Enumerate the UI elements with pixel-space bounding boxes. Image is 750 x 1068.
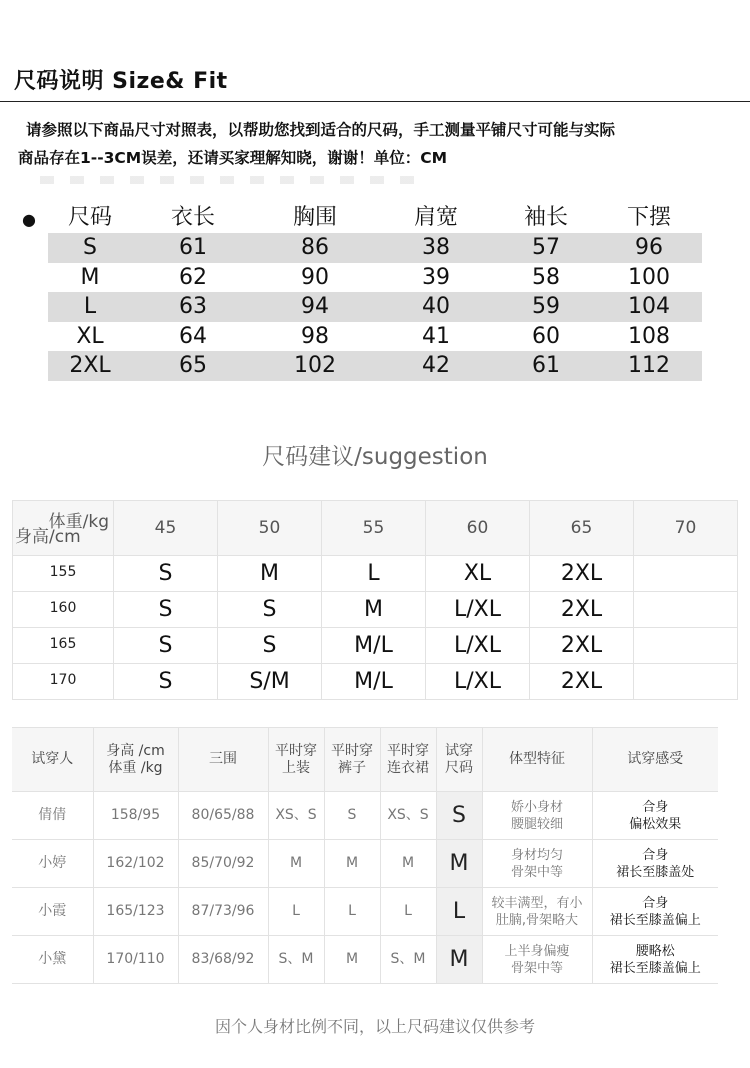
suggested-size: S xyxy=(114,592,218,628)
faded-text-strip xyxy=(40,176,420,184)
size-cell: 2XL xyxy=(48,351,132,381)
suggested-size: 2XL xyxy=(530,664,634,700)
measurements: 83/68/92 xyxy=(178,936,268,984)
suggested-size: M/L xyxy=(322,664,426,700)
fit-header-trial-size: 试穿 尺码 xyxy=(436,728,482,792)
measurements: 87/73/96 xyxy=(178,888,268,936)
fit-header-usual-top: 平时穿 上装 xyxy=(268,728,324,792)
size-chart-row xyxy=(48,263,702,293)
suggested-size xyxy=(634,664,738,700)
size-cell: 41 xyxy=(422,323,450,349)
suggested-size: M/L xyxy=(322,628,426,664)
size-cell: M xyxy=(80,264,100,290)
size-cell: S xyxy=(48,233,132,263)
measurements: 85/70/92 xyxy=(178,840,268,888)
tester-name: 倩倩 xyxy=(12,792,93,840)
suggestion-row xyxy=(13,556,738,592)
size-cell: 61 xyxy=(496,351,596,381)
trial-size: M xyxy=(436,840,482,888)
height-weight: 165/123 xyxy=(93,888,178,936)
usual-pants-size: M xyxy=(324,936,380,984)
body-type: 上半身偏瘦 骨架中等 xyxy=(482,936,592,984)
page-title: 尺码说明 Size& Fit xyxy=(14,69,228,94)
fit-row xyxy=(12,888,718,936)
suggested-size xyxy=(634,628,738,664)
suggested-size: L xyxy=(322,556,426,592)
usual-dress-size: L xyxy=(380,888,436,936)
size-cell: 112 xyxy=(596,351,702,381)
suggested-size: S xyxy=(114,628,218,664)
size-cell: 58 xyxy=(532,264,560,290)
size-cell: 90 xyxy=(301,264,329,290)
size-cell: 61 xyxy=(132,233,254,263)
size-cell: 100 xyxy=(628,264,670,290)
fit-row xyxy=(12,792,718,840)
suggestion-table xyxy=(12,500,738,700)
height-weight: 158/95 xyxy=(93,792,178,840)
suggested-size: S xyxy=(218,628,322,664)
size-cell: 86 xyxy=(254,233,376,263)
size-chart-row xyxy=(48,292,702,322)
footer-disclaimer: 因个人身材比例不同，以上尺码建议仅供参考 xyxy=(214,1017,535,1036)
body-type: 娇小身材 腰腿较细 xyxy=(482,792,592,840)
suggested-size: S xyxy=(114,664,218,700)
suggested-size: S/M xyxy=(218,664,322,700)
weight-header: 65 xyxy=(530,501,634,556)
tester-name: 小霞 xyxy=(12,888,93,936)
suggestion-header-row xyxy=(13,501,738,556)
tester-name: 小黛 xyxy=(12,936,93,984)
size-cell: 108 xyxy=(628,323,670,349)
body-type: 较丰满型，有小 肚腩,骨架略大 xyxy=(482,888,592,936)
size-chart-row xyxy=(48,233,702,263)
fit-feeling: 合身 偏松效果 xyxy=(592,792,718,840)
fit-feeling: 合身 裙长至膝盖处 xyxy=(592,840,718,888)
size-chart-header: 尺码 xyxy=(67,204,112,230)
height-value: 170 xyxy=(13,664,114,700)
measure-note-line1: 请参照以下商品尺寸对照表，以帮助您找到适合的尺码，手工测量平铺尺寸可能与实际 xyxy=(26,121,616,139)
size-chart-table xyxy=(48,202,702,381)
size-chart-header: 袖长 xyxy=(523,204,568,230)
size-cell: 102 xyxy=(254,351,376,381)
size-cell: 39 xyxy=(422,264,450,290)
size-cell: 64 xyxy=(179,323,207,349)
fit-feeling: 合身 裙长至膝盖偏上 xyxy=(592,888,718,936)
suggested-size: S xyxy=(218,592,322,628)
size-cell: L xyxy=(48,292,132,322)
body-type: 身材均匀 骨架中等 xyxy=(482,840,592,888)
size-cell: 63 xyxy=(132,292,254,322)
height-value: 165 xyxy=(13,628,114,664)
axis-label-cell xyxy=(13,501,114,556)
measure-note-line2: 商品存在1--3CM误差，还请买家理解知晓，谢谢！单位：CM xyxy=(18,149,448,167)
size-cell: 104 xyxy=(596,292,702,322)
fit-header-usual-dress: 平时穿 连衣裙 xyxy=(380,728,436,792)
fit-test-table xyxy=(12,727,718,984)
suggestion-row xyxy=(13,628,738,664)
suggested-size: 2XL xyxy=(530,628,634,664)
size-chart-row xyxy=(48,322,702,352)
size-chart-header: 下摆 xyxy=(626,204,671,230)
usual-top-size: L xyxy=(268,888,324,936)
fit-row xyxy=(12,936,718,984)
usual-dress-size: XS、S xyxy=(380,792,436,840)
fit-header-feeling: 试穿感受 xyxy=(592,728,718,792)
fit-row xyxy=(12,840,718,888)
suggested-size: L/XL xyxy=(426,628,530,664)
size-cell: 59 xyxy=(496,292,596,322)
height-value: 160 xyxy=(13,592,114,628)
suggested-size: S xyxy=(114,556,218,592)
size-cell: 40 xyxy=(376,292,496,322)
size-chart-header: 肩宽 xyxy=(413,204,458,230)
suggested-size: L/XL xyxy=(426,664,530,700)
height-value: 155 xyxy=(13,556,114,592)
height-weight: 170/110 xyxy=(93,936,178,984)
usual-dress-size: M xyxy=(380,840,436,888)
weight-axis-label: 体重/kg xyxy=(48,512,109,532)
fit-header-measurements: 三围 xyxy=(178,728,268,792)
fit-header-body-type: 体型特征 xyxy=(482,728,592,792)
suggestion-row xyxy=(13,664,738,700)
fit-header-usual-pants: 平时穿 裤子 xyxy=(324,728,380,792)
suggested-size xyxy=(634,556,738,592)
suggested-size: XL xyxy=(426,556,530,592)
size-cell: 65 xyxy=(132,351,254,381)
size-chart-header: 胸围 xyxy=(292,204,337,230)
title-divider xyxy=(0,101,750,102)
weight-header: 45 xyxy=(114,501,218,556)
size-chart-row xyxy=(48,351,702,381)
fit-header-row xyxy=(12,728,718,792)
trial-size: S xyxy=(436,792,482,840)
suggested-size: 2XL xyxy=(530,592,634,628)
usual-top-size: XS、S xyxy=(268,792,324,840)
weight-header: 55 xyxy=(322,501,426,556)
suggestion-row xyxy=(13,592,738,628)
usual-top-size: M xyxy=(268,840,324,888)
weight-header: 60 xyxy=(426,501,530,556)
trial-size: M xyxy=(436,936,482,984)
size-cell: 38 xyxy=(376,233,496,263)
suggested-size xyxy=(634,592,738,628)
trial-size: L xyxy=(436,888,482,936)
tester-name: 小婷 xyxy=(12,840,93,888)
height-weight: 162/102 xyxy=(93,840,178,888)
suggested-size: 2XL xyxy=(530,556,634,592)
usual-top-size: S、M xyxy=(268,936,324,984)
usual-pants-size: S xyxy=(324,792,380,840)
suggested-size: M xyxy=(218,556,322,592)
size-cell: XL xyxy=(76,323,104,349)
fit-feeling: 腰略松 裙长至膝盖偏上 xyxy=(592,936,718,984)
bullet-icon: ● xyxy=(22,210,36,229)
size-chart-header-row xyxy=(48,202,702,233)
fit-header-height-weight: 身高 /cm 体重 /kg xyxy=(93,728,178,792)
usual-pants-size: M xyxy=(324,840,380,888)
height-axis-label: 身高/cm xyxy=(15,527,81,547)
measurements: 80/65/88 xyxy=(178,792,268,840)
size-cell: 62 xyxy=(179,264,207,290)
fit-header-tester: 试穿人 xyxy=(12,728,93,792)
size-cell: 94 xyxy=(254,292,376,322)
suggested-size: L/XL xyxy=(426,592,530,628)
weight-header: 50 xyxy=(218,501,322,556)
size-cell: 96 xyxy=(596,233,702,263)
usual-dress-size: S、M xyxy=(380,936,436,984)
usual-pants-size: L xyxy=(324,888,380,936)
size-cell: 57 xyxy=(496,233,596,263)
size-chart-header: 衣长 xyxy=(170,204,215,230)
suggested-size: M xyxy=(322,592,426,628)
weight-header: 70 xyxy=(634,501,738,556)
size-cell: 60 xyxy=(532,323,560,349)
suggestion-title: 尺码建议/suggestion xyxy=(262,444,488,470)
size-cell: 98 xyxy=(301,323,329,349)
size-cell: 42 xyxy=(376,351,496,381)
